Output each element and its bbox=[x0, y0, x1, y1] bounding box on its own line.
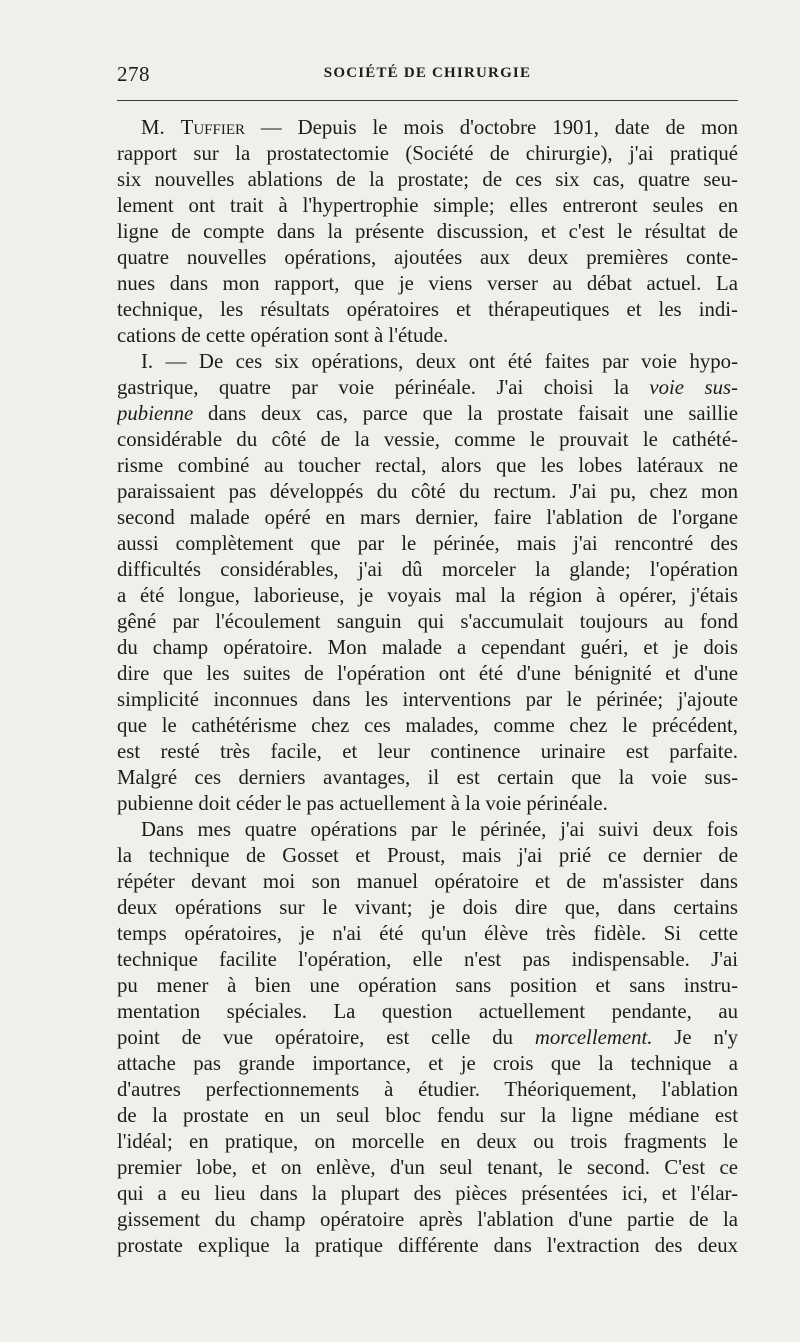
text-line: technique, les résultats opératoires et thérapeutiques et les indi- bbox=[117, 298, 738, 321]
text-line: est resté très facile, et leur continence urinaire est parfaite. bbox=[117, 740, 738, 763]
body-text bbox=[117, 115, 738, 1259]
text-line: d'autres perfectionnements à étudier. Théoriquement, l'ablation bbox=[117, 1078, 738, 1101]
text-line: pubienne doit céder le pas actuellement à la voie périnéale. bbox=[117, 792, 608, 815]
text-line: attache pas grande importance, et je crois que la technique a bbox=[117, 1052, 738, 1075]
text-line: deux opérations sur le vivant; je dois dire que, dans certains bbox=[117, 896, 738, 919]
text-line: a été longue, laborieuse, je voyais mal la région à opérer, j'étais bbox=[117, 584, 738, 607]
text-line: technique facilite l'opération, elle n'est pas indispensable. J'ai bbox=[117, 948, 738, 971]
text-line: Malgré ces derniers avantages, il est certain que la voie sus- bbox=[117, 766, 738, 789]
page-number: 278 bbox=[117, 62, 150, 86]
page-header bbox=[117, 62, 738, 84]
text-line: paraissaient pas développés du côté du rectum. J'ai pu, chez mon bbox=[117, 480, 738, 503]
text-line: second malade opéré en mars dernier, faire l'ablation de l'organe bbox=[117, 506, 738, 529]
text-line: prostate explique la pratique différente dans l'extraction des deux bbox=[117, 1234, 738, 1257]
text-line: du champ opératoire. Mon malade a cependant guéri, et je dois bbox=[117, 636, 738, 659]
speaker-name: Tuffier bbox=[180, 116, 246, 139]
text-line: quatre nouvelles opérations, ajoutées aux deux premières conte- bbox=[117, 246, 738, 269]
text-line: six nouvelles ablations de la prostate; de ces six cas, quatre seu- bbox=[117, 168, 738, 191]
running-title: SOCIÉTÉ DE CHIRURGIE bbox=[323, 65, 532, 81]
text-line: mentation spéciales. La question actuellement pendante, au bbox=[117, 1000, 738, 1023]
text-line: qui a eu lieu dans la plupart des pièces présentées ici, et l'élar- bbox=[117, 1182, 738, 1205]
text-line: difficultés considérables, j'ai dû morceler la glande; l'opération bbox=[117, 558, 738, 581]
text-line: M. Tuffier — Depuis le mois d'octobre 1901, date de mon bbox=[141, 116, 738, 139]
text-line: I. — De ces six opérations, deux ont été faites par voie hypo- bbox=[141, 350, 738, 373]
text-line: risme combiné au toucher rectal, alors que les lobes latéraux ne bbox=[117, 454, 738, 477]
text-line: la technique de Gosset et Proust, mais j'ai prié ce dernier de bbox=[117, 844, 738, 867]
text-line: l'idéal; en pratique, on morcelle en deux ou trois fragments le bbox=[117, 1130, 738, 1153]
header-rule bbox=[117, 100, 738, 101]
text-line: premier lobe, et on enlève, d'un seul tenant, le second. C'est ce bbox=[117, 1156, 738, 1179]
speaker-prefix: M. bbox=[141, 116, 181, 139]
text-line: Dans mes quatre opérations par le périnée, j'ai suivi deux fois bbox=[141, 818, 738, 841]
text-line: aussi complètement que par le périnée, mais j'ai rencontré des bbox=[117, 532, 738, 555]
text-line: simplicité inconnues dans les interventions par le périnée; j'ajoute bbox=[117, 688, 738, 711]
text-line: pu mener à bien une opération sans position et sans instru- bbox=[117, 974, 738, 997]
text-line: lement ont trait à l'hypertrophie simple; elles entreront seules en bbox=[117, 194, 738, 217]
text-line: que le cathétérisme chez ces malades, comme chez le précédent, bbox=[117, 714, 738, 737]
text-line: répéter devant moi son manuel opératoire et de m'assister dans bbox=[117, 870, 738, 893]
text-line: de la prostate en un seul bloc fendu sur la ligne médiane est bbox=[117, 1104, 738, 1127]
text-line: gastrique, quatre par voie périnéale. J'ai choisi la voie sus- bbox=[117, 376, 738, 399]
text-line: ligne de compte dans la présente discussion, et c'est le résultat de bbox=[117, 220, 738, 243]
text-line: nues dans mon rapport, que je viens verser au débat actuel. La bbox=[117, 272, 738, 295]
text-line: rapport sur la prostatectomie (Société de chirurgie), j'ai pratiqué bbox=[117, 142, 738, 165]
text-line: temps opératoires, je n'ai été qu'un élève très fidèle. Si cette bbox=[117, 922, 738, 945]
text-line: gissement du champ opératoire après l'ablation d'une partie de la bbox=[117, 1208, 738, 1231]
text-line: point de vue opératoire, est celle du morcellement. Je n'y bbox=[117, 1026, 738, 1049]
text-line: gêné par l'écoulement sanguin qui s'accumulait toujours au fond bbox=[117, 610, 738, 633]
text-line: cations de cette opération sont à l'étude. bbox=[117, 324, 449, 347]
text-line: pubienne dans deux cas, parce que la prostate faisait une saillie bbox=[117, 402, 738, 425]
text-line: dire que les suites de l'opération ont été d'une bénignité et d'une bbox=[117, 662, 738, 685]
text-line: considérable du côté de la vessie, comme le prouvait le cathété- bbox=[117, 428, 738, 451]
